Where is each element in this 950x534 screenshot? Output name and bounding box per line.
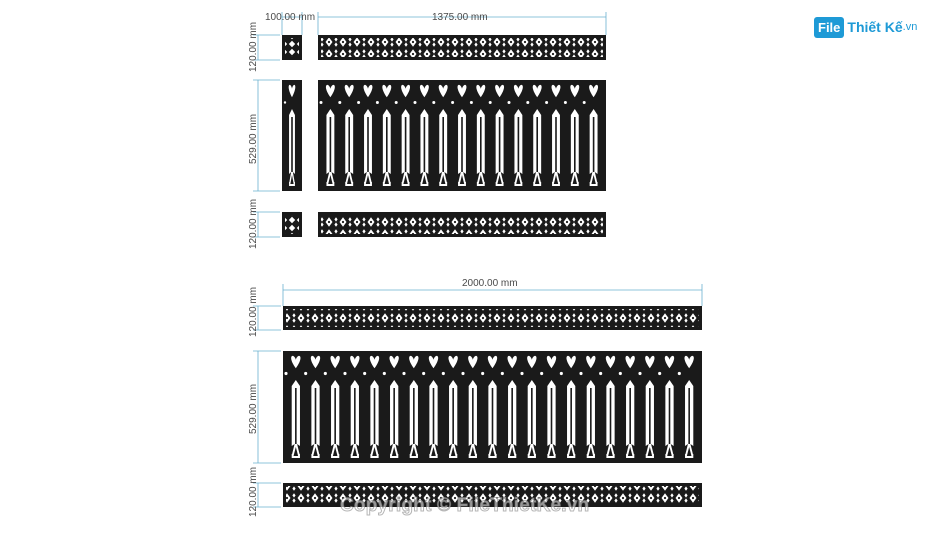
dim-label-529-bottom-body: 529.00 mm <box>248 383 259 434</box>
brand-logo <box>814 14 917 40</box>
dim-label-529-top-body: 529.00 mm <box>248 113 259 164</box>
copyright-watermark: Copyright © FileThietKe.vn <box>340 495 590 516</box>
railing-panel-bottom <box>283 351 702 463</box>
dim-label-100: 100.00 mm <box>265 12 316 23</box>
logo-tld: .vn <box>902 21 918 33</box>
railing-panel-top <box>318 80 606 191</box>
long-rail-top <box>283 306 702 330</box>
logo-file-box: File <box>814 17 844 38</box>
dim-label-1375: 1375.00 mm <box>432 12 488 23</box>
rail-bottom <box>318 212 606 237</box>
dim-label-120-bottom-rail-top: 120.00 mm <box>248 286 259 337</box>
dim-label-120-bottom-rail-bottom: 120.00 mm <box>248 466 259 517</box>
rail-top <box>318 35 606 60</box>
dim-label-120-top-bottom-rail: 120.00 mm <box>248 198 259 249</box>
post-cap-top <box>282 35 302 60</box>
logo-name: Thiết Kế <box>847 19 903 35</box>
dim-label-120-top-rail: 120.00 mm <box>248 21 259 72</box>
post-body <box>282 80 302 191</box>
post-cap-bottom <box>282 212 302 237</box>
dim-label-2000: 2000.00 mm <box>462 278 518 289</box>
